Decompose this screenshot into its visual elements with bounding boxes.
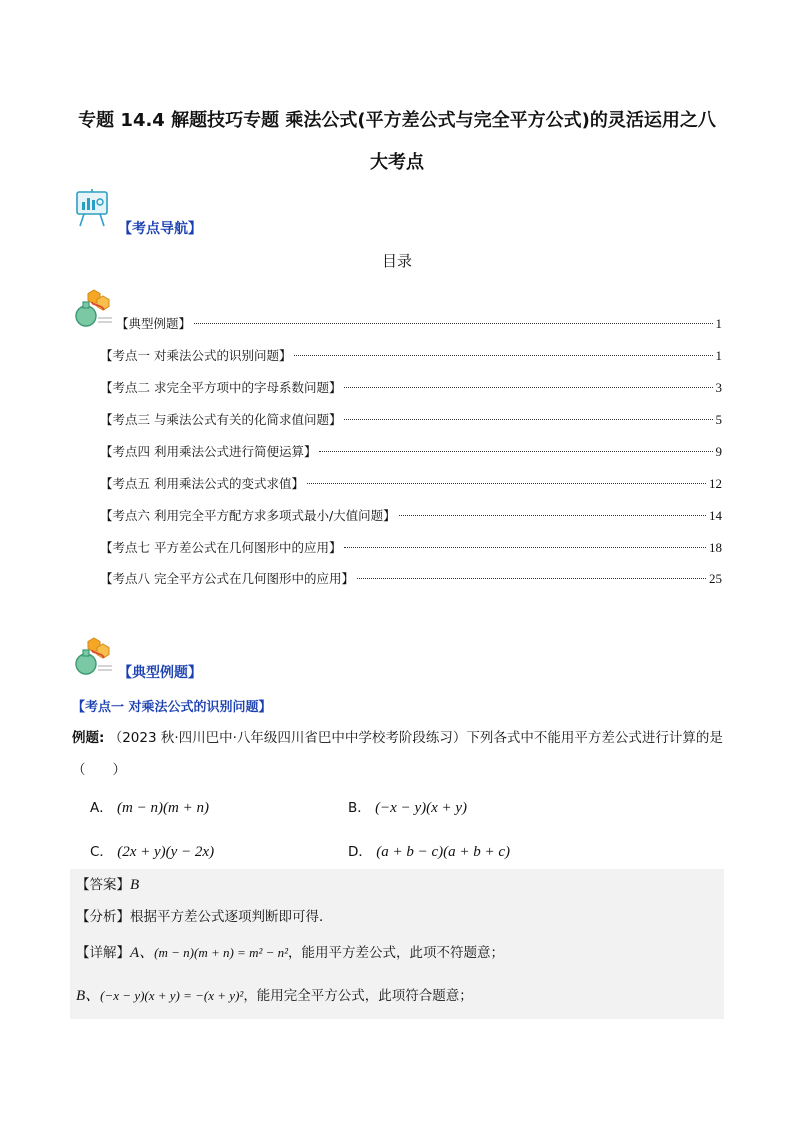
toc-item[interactable] <box>100 474 722 492</box>
detail-a-text: ，能用平方差公式，此项不符题意； <box>288 945 505 961</box>
toc-item[interactable] <box>116 314 722 332</box>
toc-item-page: 1 <box>715 348 722 363</box>
example-prefix: 例题 <box>72 730 99 746</box>
option-c-expr: (2x + y)(y − 2x) <box>117 844 215 860</box>
answer-value: B <box>130 877 140 893</box>
option-a-expr: (m − n)(m + n) <box>117 800 209 816</box>
detail-a-expr: (m − n)(m + n) = m² − n² <box>154 945 289 960</box>
toc-leader-dots <box>357 578 706 579</box>
option-b-expr: (−x − y)(x + y) <box>375 800 468 816</box>
analysis-row <box>70 901 724 933</box>
flask-icon <box>74 636 114 676</box>
toc-item-page: 5 <box>715 412 722 427</box>
toc-item-page: 3 <box>715 380 722 395</box>
toc-item-label: 【考点七 平方差公式在几何图形中的应用】 <box>100 540 342 555</box>
answer-row <box>70 869 724 901</box>
toc-item[interactable] <box>100 442 722 460</box>
answer-label: 【答案】 <box>76 877 130 893</box>
nav-label: 【考点导航】 <box>118 221 202 237</box>
toc-item-label: 【考点六 利用完全平方配方求多项式最小/大值问题】 <box>100 508 396 523</box>
answer-block <box>70 869 724 1019</box>
toc-leader-dots <box>194 323 712 324</box>
toc-item[interactable] <box>100 506 722 524</box>
toc-leader-dots <box>344 387 712 388</box>
detail-label: 【详解】 <box>76 945 130 961</box>
example-text: （2023 秋·四川巴中·八年级四川省巴中中学校考阶段练习）下列各式中不能用平方差公式进行计算的是（ ） <box>72 730 723 778</box>
toc-item[interactable] <box>100 410 722 428</box>
title-line-1: 专题 14.4 解题技巧专题 乘法公式(平方差公式与完全平方公式)的灵活运用之八 <box>78 110 716 131</box>
detail-a-prefix: A、 <box>130 945 155 961</box>
option-d <box>348 840 510 861</box>
option-d-expr: (a + b − c)(a + b + c) <box>376 844 510 860</box>
toc-item-label: 【考点二 求完全平方项中的字母系数问题】 <box>100 380 342 395</box>
detail-b-text: ，能用完全平方公式，此项符合题意； <box>243 988 473 1004</box>
option-a <box>90 796 209 817</box>
toc-item[interactable] <box>100 569 722 587</box>
option-c-label: C． <box>90 844 113 860</box>
toc-item-page: 18 <box>709 540 722 555</box>
toc-item-label: 【典型例题】 <box>116 316 192 331</box>
toc-item-label: 【考点四 利用乘法公式进行简便运算】 <box>100 444 317 459</box>
toc-leader-dots <box>399 515 706 516</box>
toc-item-label: 【考点一 对乘法公式的识别问题】 <box>100 348 292 363</box>
toc-item-page: 12 <box>709 476 722 491</box>
option-d-label: D． <box>348 844 372 860</box>
example-question: 例题: （2023 秋·四川巴中·八年级四川省巴中中学校考阶段练习）下列各式中不能用平方差公式进行计算的是（ ） <box>72 730 723 778</box>
toc-item-page: 25 <box>709 571 722 586</box>
toc-leader-dots <box>319 451 712 452</box>
flask-icon <box>74 288 114 328</box>
toc-item-label: 【考点五 利用乘法公式的变式求值】 <box>100 476 304 491</box>
point-heading: 【考点一 对乘法公式的识别问题】 <box>72 700 272 715</box>
detail-b-prefix: B、 <box>76 988 101 1004</box>
toc-item-label: 【考点三 与乘法公式有关的化简求值问题】 <box>100 412 342 427</box>
toc-item[interactable] <box>100 538 722 556</box>
option-b <box>348 796 467 817</box>
detail-row-b <box>70 973 724 1019</box>
section-heading: 【典型例题】 <box>118 665 202 681</box>
toc-leader-dots <box>307 483 706 484</box>
toc-item[interactable] <box>100 346 722 364</box>
toc-title: 目录 <box>381 252 412 270</box>
option-b-label: B． <box>348 800 371 816</box>
analysis-label: 【分析】 <box>76 909 130 925</box>
toc-item[interactable] <box>100 378 722 396</box>
option-a-label: A． <box>90 800 113 816</box>
detail-b-expr: (−x − y)(x + y) = −(x + y)² <box>100 988 244 1003</box>
nav-heading <box>74 188 374 237</box>
analysis-text: 根据平方差公式逐项判断即可得． <box>130 909 333 925</box>
option-c <box>90 840 214 861</box>
toc-item-page: 9 <box>715 444 722 459</box>
detail-row-a <box>70 933 724 973</box>
document-title <box>60 100 734 184</box>
toc-leader-dots <box>344 419 712 420</box>
toc-leader-dots <box>344 547 706 548</box>
title-line-2: 大考点 <box>370 152 424 173</box>
toc-item-page: 14 <box>709 508 722 523</box>
toc-item-label: 【考点八 完全平方公式在几何图形中的应用】 <box>100 571 354 586</box>
toc-leader-dots <box>294 355 712 356</box>
presentation-board-icon <box>74 188 114 228</box>
toc-item-page: 1 <box>715 316 722 331</box>
